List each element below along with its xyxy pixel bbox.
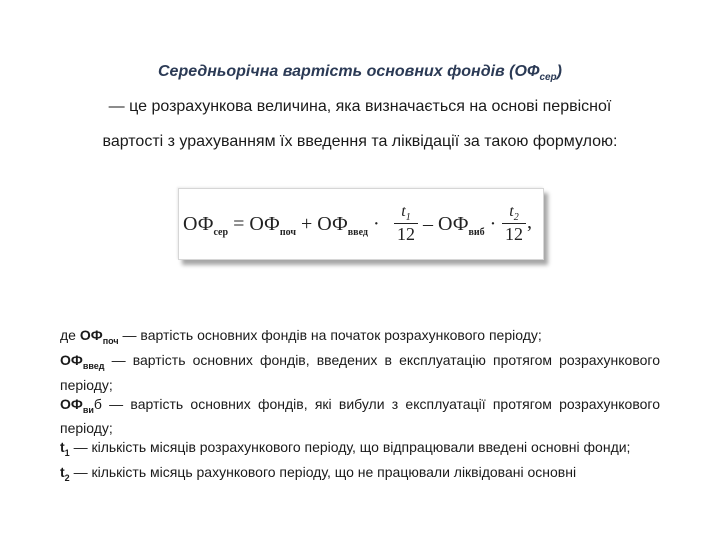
formula-eq: = ОФ	[228, 213, 280, 235]
formula-dot-1: ·	[367, 213, 380, 235]
formula-panel	[178, 188, 544, 260]
formula-vved-sub: введ	[347, 227, 368, 238]
definition-term: t	[60, 464, 65, 481]
definition-text: б — вартість основних фондів, які вибули з експлуатації протягом розрахункового періоду;	[60, 395, 660, 437]
formula-lhs-sub: сер	[213, 227, 229, 238]
fraction-1	[393, 203, 419, 245]
definition-item	[60, 351, 660, 395]
formula-comma: ,	[527, 211, 532, 233]
definition-item	[60, 438, 660, 463]
intro-line-2: вартості з урахуванням їх введення та ліквідації за такою формулою:	[102, 133, 618, 150]
definition-text: — кількість місяців розрахункового періоду, що відпрацювали введені основні фонди;	[69, 439, 631, 456]
definition-term: ОФ	[79, 327, 103, 343]
definition-text: — вартість основних фондів на початок розрахункового періоду;	[118, 327, 542, 343]
definition-text: — кількість місяць рахункового періоду, що не працювали ліквідовані основні	[69, 464, 577, 481]
fraction-2-numerator: $t_2$	[509, 203, 519, 224]
formula-poch-sub: поч	[279, 227, 296, 238]
definition-item	[60, 395, 660, 439]
definition-term: ОФ	[60, 395, 83, 412]
definition-prefix: де	[60, 327, 80, 343]
definition-term-sub: ви	[82, 404, 94, 415]
definition-term: ОФ	[60, 351, 83, 368]
formula-right-part	[423, 213, 496, 238]
definition-item	[60, 326, 660, 351]
heading	[0, 63, 720, 83]
definition-term-sub: 2	[64, 472, 70, 483]
definition-term-sub: 1	[64, 448, 70, 459]
fraction-1-denominator: 12	[397, 224, 415, 244]
definition-item	[60, 463, 660, 488]
definition-term-sub: поч	[102, 335, 119, 346]
definition-term-sub: введ	[82, 360, 105, 371]
formula-lhs: ОФ	[183, 213, 214, 235]
heading-close: )	[556, 63, 562, 80]
fraction-2	[501, 203, 527, 245]
definition-term: t	[60, 439, 65, 456]
formula-vyb-sub: виб	[468, 227, 485, 238]
fraction-1-numerator: $t_1$	[401, 203, 411, 224]
formula-dot-2: ·	[484, 213, 497, 235]
definition-text: — вартість основних фондів, введених в експлуатацію протягом розрахункового періоду;	[60, 351, 660, 393]
heading-subscript: сер	[539, 72, 557, 84]
formula-left-part	[183, 213, 380, 238]
formula-plus: + ОФ	[296, 213, 348, 235]
fraction-2-denominator: 12	[505, 224, 523, 244]
heading-text: Середньорічна вартість основних фондів (ОФ	[158, 63, 540, 80]
formula	[183, 197, 535, 253]
formula-minus: – ОФ	[423, 213, 469, 235]
definitions-list	[60, 326, 660, 488]
intro-line-1: — це розрахункова величина, яка визначається на основі первісної	[108, 98, 612, 115]
